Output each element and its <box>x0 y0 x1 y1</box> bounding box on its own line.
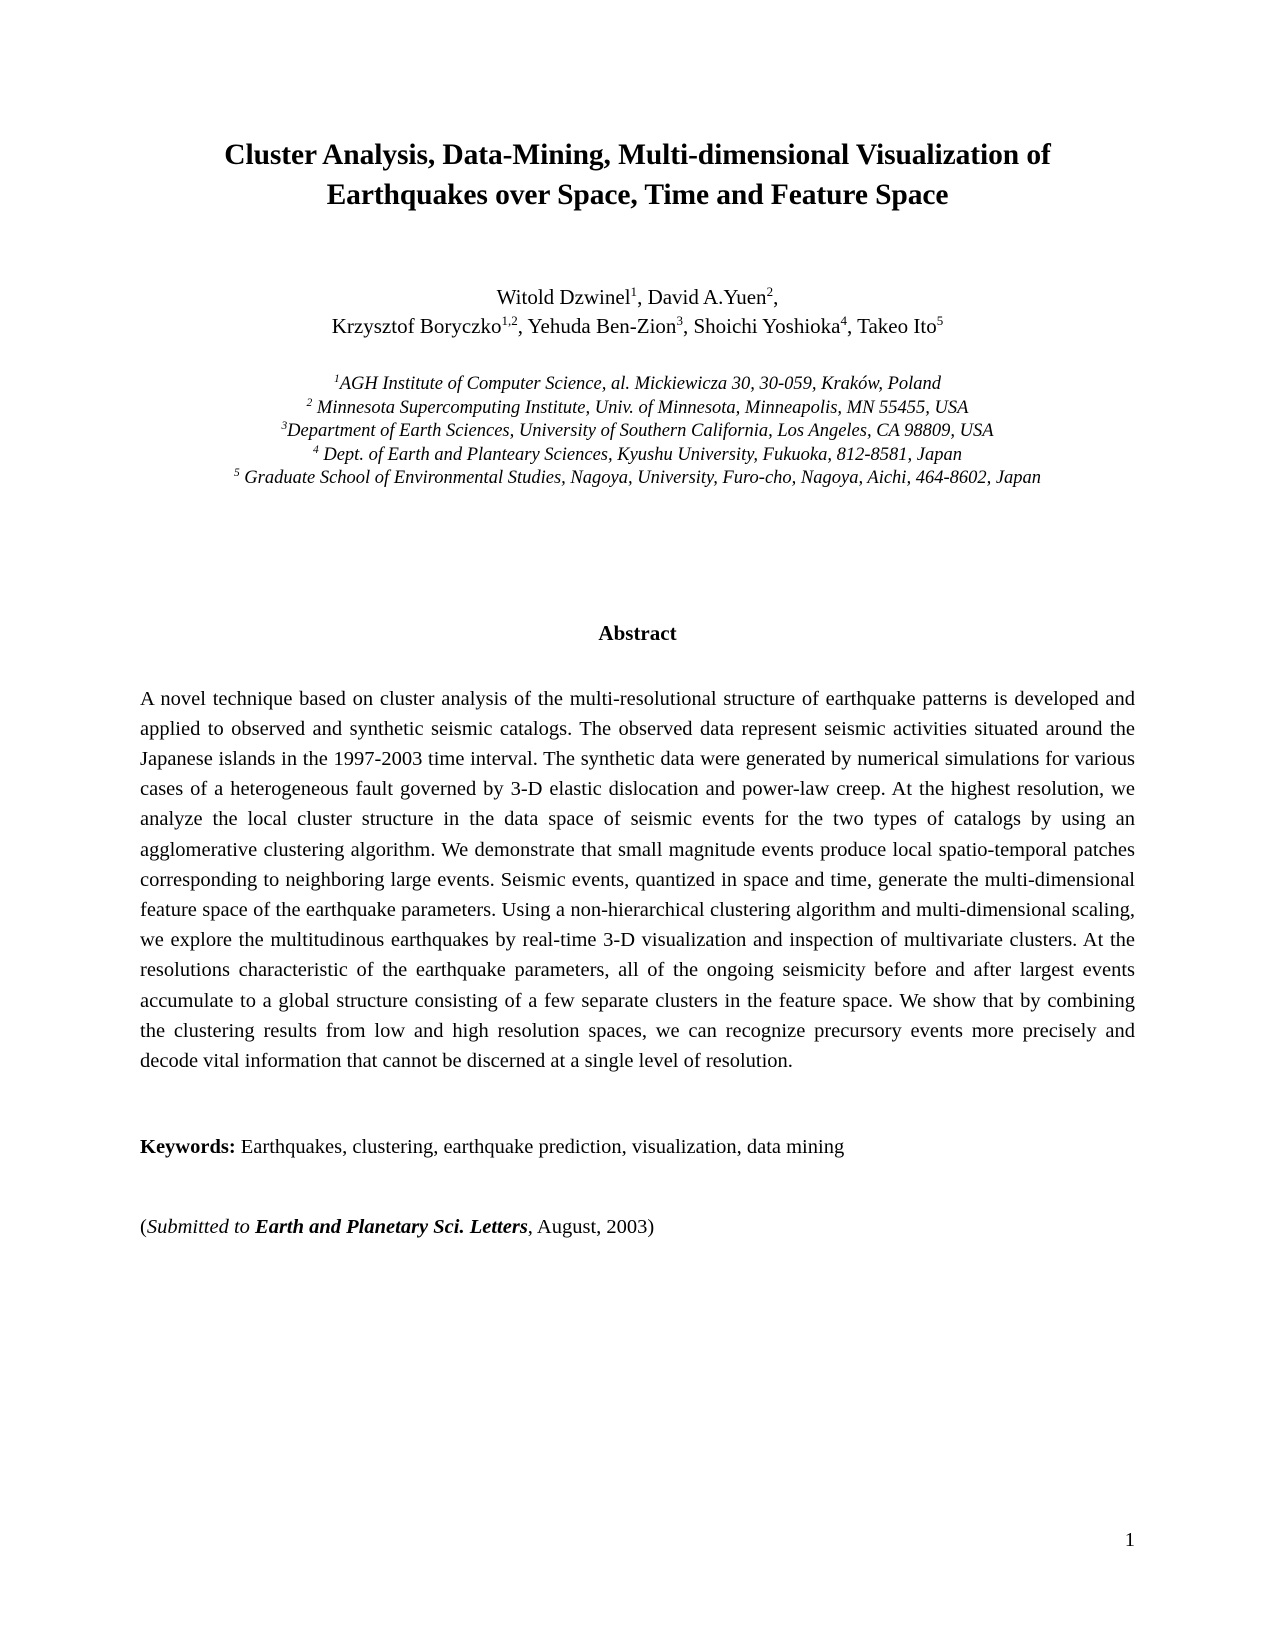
affiliation-item <box>140 373 1135 397</box>
author-line-2 <box>140 312 1135 341</box>
keywords-label: Keywords: <box>140 1136 236 1159</box>
title-line-1: Cluster Analysis, Data-Mining, Multi-dimensional Visualization of <box>224 139 1051 171</box>
author-name: Krzysztof Boryczko <box>331 314 502 338</box>
author-name: Shoichi Yoshioka <box>693 314 841 338</box>
author-line-1 <box>140 283 1135 312</box>
author-list <box>140 283 1135 341</box>
paper-title <box>140 0 1135 215</box>
affiliation-text: Minnesota Supercomputing Institute, Univ. of Minnesota, Minneapolis, MN 55455, USA <box>312 397 969 418</box>
author-affiliation-marker: 4 <box>840 313 847 328</box>
abstract-body: A novel technique based on cluster analysis of the multi-resolutional structure of earthquake patterns is developed and applied to observed and synthetic seismic catalogs. The observed data represent seismic activities situated around the Japanese islands in the 1997-2003 time interval. The synthetic data were generated by numerical simulations for various cases of a heterogeneous fault governed by 3-D elastic dislocation and power-law creep. At the highest resolution, we analyze the local cluster structure in the data space of seismic events for the two types of catalogs by using an agglomerative clustering algorithm. We demonstrate that small magnitude events produce local spatio-temporal patches corresponding to neighboring large events. Seismic events, quantized in space and time, generate the multi-dimensional feature space of the earthquake parameters. Using a non-hierarchical clustering algorithm and multi-dimensional scaling, we explore the multitudinous earthquakes by real-time 3-D visualization and inspection of multivariate clusters. At the resolutions characteristic of the earthquake parameters, all of the ongoing seismicity before and after largest events accumulate to a global structure consisting of a few separate clusters in the feature space. We show that by combining the clustering results from low and high resolution spaces, we can recognize precursory events more precisely and decode vital information that cannot be discerned at a single level of resolution. <box>140 687 1135 1072</box>
author-separator: , <box>682 314 694 338</box>
submission-open-paren: ( <box>140 1216 147 1239</box>
author-affiliation-marker: 1 <box>630 284 638 299</box>
affiliation-text: Graduate School of Environmental Studies, Nagoya, University, Furo-cho, Nagoya, Aichi, 464-8602, Japan <box>239 468 1042 488</box>
author-name: Takeo Ito <box>857 314 937 338</box>
author-separator: , <box>847 314 858 338</box>
affiliation-text: Department of Earth Sciences, University of Southern California, Los Angeles, CA 98809, USA <box>287 421 994 441</box>
affiliation-list <box>140 373 1135 491</box>
affiliation-text: Dept. of Earth and Planteary Sciences, Kyushu University, Fukuoka, 812-8581, Japan <box>318 444 962 465</box>
keywords <box>140 1132 1135 1162</box>
affiliation-item <box>140 397 1135 421</box>
author-separator: , <box>773 285 779 309</box>
affiliation-marker: 1 <box>333 372 340 385</box>
title-line-2: Earthquakes over Space, Time and Feature Space <box>326 179 949 211</box>
author-name: David A.Yuen <box>647 285 767 309</box>
keywords-value: Earthquakes, clustering, earthquake prediction, visualization, data mining <box>235 1136 845 1159</box>
affiliation-text: AGH Institute of Computer Science, al. Mickiewicza 30, 30-059, Kraków, Poland <box>339 374 942 394</box>
affiliation-item <box>140 444 1135 468</box>
author-affiliation-marker: 3 <box>676 313 683 328</box>
author-affiliation-marker: 5 <box>936 313 944 328</box>
affiliation-item <box>140 420 1135 444</box>
author-separator: , <box>637 285 648 309</box>
author-separator: , <box>517 314 528 338</box>
submission-prefix: Submitted to <box>146 1216 256 1239</box>
author-affiliation-marker: 1,2 <box>501 313 518 328</box>
author-name: Yehuda Ben-Zion <box>527 314 677 338</box>
author-name: Witold Dzwinel <box>496 285 631 309</box>
affiliation-marker: 2 <box>306 396 313 409</box>
affiliation-item <box>140 467 1135 491</box>
abstract-heading: Abstract <box>598 620 677 645</box>
author-affiliation-marker: 2 <box>766 284 774 299</box>
submission-suffix: , August, 2003) <box>527 1216 655 1239</box>
affiliation-marker: 5 <box>233 466 240 479</box>
submission-note <box>140 1212 1135 1242</box>
submission-journal: Earth and Planetary Sci. Letters <box>255 1216 528 1239</box>
affiliation-marker: 3 <box>281 419 288 432</box>
page-number: 1 <box>1124 1529 1135 1551</box>
affiliation-marker: 4 <box>313 443 319 456</box>
